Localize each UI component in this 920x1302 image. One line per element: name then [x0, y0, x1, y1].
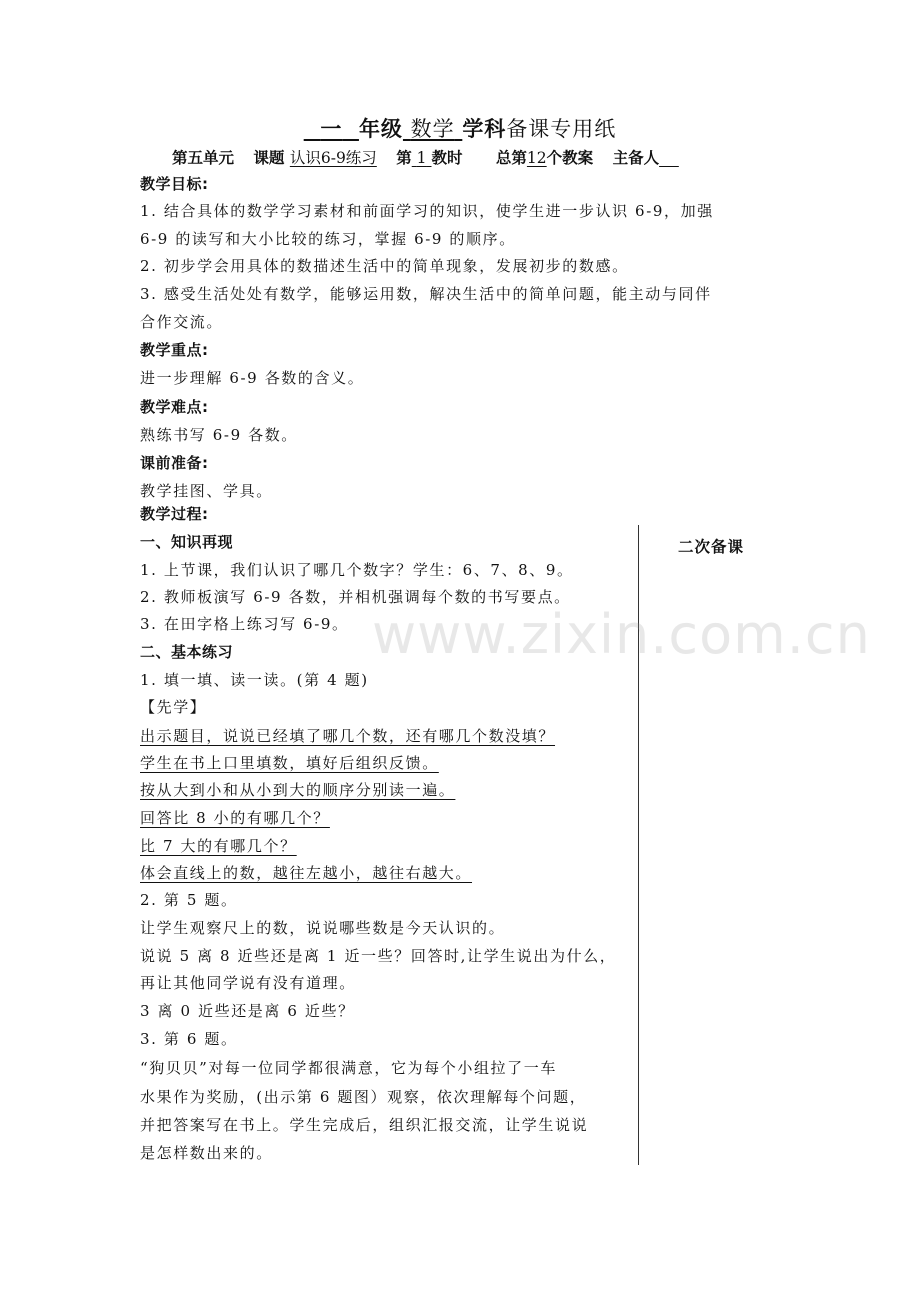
- s1-item3: 3. 在田字格上练习写 6-9。: [140, 615, 349, 633]
- grade-blank: [304, 117, 359, 141]
- s2-item2-b: 说说 5 离 8 近些还是离 1 近一些？回答时,让学生说出为什么，: [140, 947, 617, 965]
- s2-step2: 学生在书上口里填数，填好后组织反馈。: [140, 754, 439, 772]
- s2-item2-d: 3 离 0 近些还是离 6 近些？: [140, 1002, 355, 1020]
- s2-item2-a: 让学生观察尺上的数，说说哪些数是今天认识的。: [140, 919, 506, 937]
- s2-step6: 体会直线上的数，越往左越小，越往右越大。: [140, 864, 473, 882]
- s2-step4: 回答比 8 小的有哪几个？: [140, 809, 330, 827]
- lesson-meta: [172, 146, 679, 168]
- process-heading: 教学过程:: [140, 505, 209, 523]
- s1-item1: 1. 上节课，我们认识了哪几个数字？学生：6、7、8、9。: [140, 561, 574, 579]
- page-title: [0, 113, 920, 143]
- objective-3-cont: 合作交流。: [140, 313, 224, 331]
- difficulty-heading: 教学难点:: [140, 398, 209, 416]
- unit-label: 第五单元: [172, 149, 235, 167]
- objective-2: 2. 初步学会用具体的数描述生活中的简单现象，发展初步的数感。: [140, 257, 629, 275]
- total-number: 12: [526, 149, 547, 167]
- prep-text: 教学挂图、学具。: [140, 482, 273, 500]
- prep-heading: 课前准备:: [140, 454, 209, 472]
- s2-item3-d: 是怎样数出来的。: [140, 1144, 273, 1162]
- subject-value: 数学: [410, 117, 455, 141]
- total-suffix: 个教案: [546, 149, 594, 167]
- preparer-blank: [659, 149, 679, 167]
- subject-suffix: 学科: [462, 117, 507, 141]
- s2-item3-b: 水果作为奖励，(出示第 6 题图）观察，依次理解每个问题，: [140, 1088, 587, 1106]
- lesson-label: 课题: [253, 149, 285, 167]
- total-prefix: 总第: [495, 149, 527, 167]
- title-tail: 备课专用纸: [506, 117, 617, 141]
- s2-step1: 出示题目，说说已经填了哪几个数，还有哪几个数没填？: [140, 727, 556, 745]
- s2-step5: 比 7 大的有哪几个？: [140, 837, 297, 855]
- grade-value: 一: [320, 117, 343, 141]
- s2-item1: 1. 填一填、读一读。(第 4 题): [140, 671, 369, 689]
- key-heading: 教学重点:: [140, 341, 209, 359]
- s2-item3-c: 并把答案写在书上。学生完成后，组织汇报交流，让学生说说: [140, 1116, 589, 1134]
- difficulty-text: 熟练书写 6-9 各数。: [140, 426, 298, 444]
- s2-item3-a: “狗贝贝”对每一位同学都很满意，它为每个小组拉了一车: [140, 1059, 557, 1077]
- objectives-heading: 教学目标:: [140, 175, 209, 193]
- subject-blank: [403, 117, 462, 141]
- preparer-label: 主备人: [612, 149, 660, 167]
- section1-heading: 一、知识再现: [140, 533, 234, 551]
- lesson-title: 认识6-9练习: [289, 149, 377, 167]
- s2-item2-c: 再让其他同学说有没有道理。: [140, 974, 356, 992]
- period-number: 1: [416, 149, 427, 167]
- s2-tag: 【先学】: [140, 698, 207, 716]
- section2-heading: 二、基本练习: [140, 643, 234, 661]
- grade-suffix: 年级: [358, 117, 403, 141]
- objective-1: 1. 结合具体的数学学习素材和前面学习的知识，使学生进一步认识 6-9，加强: [140, 202, 714, 220]
- s1-item2: 2. 教师板演写 6-9 各数，并相机强调每个数的书写要点。: [140, 588, 571, 606]
- period-suffix: 教时: [431, 149, 463, 167]
- s2-step3: 按从大到小和从小到大的顺序分别读一遍。: [140, 781, 456, 799]
- watermark: www.zixin.com.cn: [372, 603, 871, 666]
- second-prep-label: 二次备课: [678, 538, 745, 556]
- objective-3: 3. 感受生活处处有数学，能够运用数，解决生活中的简单问题，能主动与同伴: [140, 285, 712, 303]
- period-blank: [412, 149, 432, 167]
- objective-1-cont: 6-9 的读写和大小比较的练习，掌握 6-9 的顺序。: [140, 230, 516, 248]
- s2-item2: 2. 第 5 题。: [140, 891, 238, 909]
- s2-item3: 3. 第 6 题。: [140, 1030, 238, 1048]
- period-prefix: 第: [396, 149, 412, 167]
- key-text: 进一步理解 6-9 各数的含义。: [140, 369, 365, 387]
